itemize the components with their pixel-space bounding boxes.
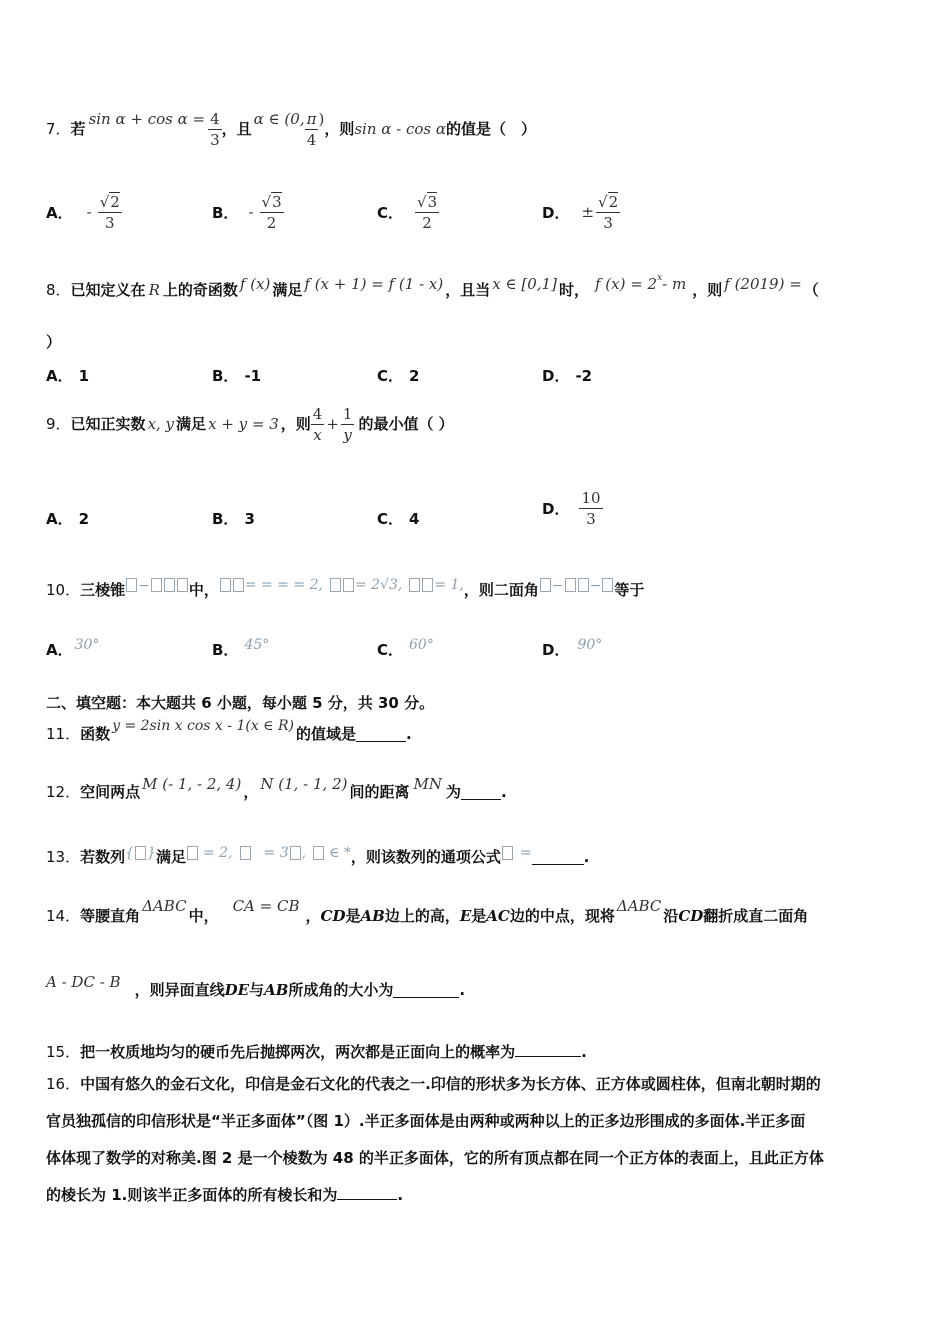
q10-option-d-label: D． [542,641,570,659]
q9-fraction-1 [311,404,325,445]
q9-text-1: 已知正实数 [70,415,146,433]
q10-equal-values: = = = = 2, [244,577,323,593]
q9-option-b-label: B． [212,510,239,528]
q16-line-4 [46,1177,906,1214]
q7-option-a[interactable] [46,186,122,238]
q14-triangle-2: ΔABC [616,897,662,915]
q13-domain-value: ∈ * [329,845,351,861]
q10-option-a-value: 30° [74,637,100,653]
q7-number: 7． [46,120,71,138]
q12-point-M: M (- 1, - 2, 4) [142,775,242,793]
q7-alpha-in: α ∈ (0, [253,110,305,128]
q9-vars: x, y [147,415,175,433]
q14-text-7: 边的中点，现将 [509,907,615,925]
q13-text-3: ，则该数列的通项公式 [350,848,501,866]
q14-text-6: 是 [471,907,487,925]
question-15 [46,1042,587,1062]
q8-option-a[interactable] [46,366,89,386]
q7-expression: sin α - cos α [354,120,447,138]
q9-option-d-num: 10 [581,488,601,507]
q15-period: . [581,1043,587,1061]
q9-option-d-label: D． [542,499,570,518]
q7-close: ) [318,110,325,128]
q14-dihedral: A - DC - B [46,973,121,991]
q7-option-a-fraction: $\frac{√2}{3}$ [99,192,120,232]
q14-triangle: ΔABC [142,897,187,915]
q10-edge-2-value: = 2√3, [354,577,403,593]
q7-option-b-radicand: 3 [272,192,282,211]
q7-option-d-sign: ± [581,203,595,221]
q8-text-1: 已知定义在 [70,281,146,299]
q10-dihedral-angle: − − [539,575,614,596]
q9-text-2: 满足 [176,415,207,433]
q11-period: . [406,725,412,743]
q12-period: . [501,783,507,801]
q9-plus: + [326,415,339,433]
q7-option-c[interactable] [377,186,439,238]
q7-option-d[interactable] [542,186,620,238]
q14-number: 14． [46,907,81,925]
q13-first-term [186,843,233,863]
q9-number: 9． [46,415,71,433]
q8-definition-2: - m [662,275,687,293]
q14-text-10: ，则异面直线 [134,981,225,999]
q14-E: E [459,907,472,925]
q12-point-N: N (1, - 1, 2) [260,775,348,793]
q10-number: 10． [46,581,81,599]
q7-pi-fraction [305,109,319,150]
q9-fraction-2 [341,404,355,445]
q8-option-b-label: B． [212,367,239,385]
q12-text-2: 间的距离 [349,783,410,801]
q8-number: 8． [46,281,71,299]
q9-option-c[interactable] [377,509,419,529]
q9-option-b-value: 3 [244,510,255,528]
q9-option-d-fraction [579,488,602,529]
question-8 [46,272,819,308]
q9-option-c-value: 4 [409,510,420,528]
question-10 [46,578,644,602]
q7-option-c-den: 2 [415,212,439,233]
q8-text-6: ，则 [692,281,723,299]
q12-text-1: 空间两点 [80,783,141,801]
q7-text-4: 的值是（ ） [446,120,537,138]
q14-text-9: 翻折成直二面角 [703,907,809,925]
q16-text-line-1: 中国有悠久的金石文化，印信是金石文化的代表之一.印信的形状多为长方体、正方体或圆柱体，但南北朝时期的 [80,1075,821,1093]
q8-option-c[interactable] [377,366,419,386]
q9-option-c-label: C． [377,510,404,528]
q10-option-b-value: 45° [244,637,270,653]
q9-option-a-value: 2 [78,510,90,528]
q7-option-c-radicand: 3 [427,192,438,211]
q14-text-8: 沿 [663,907,679,925]
q11-text-1: 函数 [80,725,111,743]
q10-pyramid-name: − [125,575,189,596]
q8-text-2: 上的奇函数 [162,281,238,299]
q7-option-b-label: B． [212,203,239,222]
q8-fx: f (x) [239,275,271,293]
q9-f2-num: 1 [342,404,353,423]
q16-text-line-2: 官员独孤信的印信形状是“半正多面体”（图 1）.半正多面体是由两种或两种以上的正多边形围成的多面体.半正多面 [46,1112,806,1130]
q7-frac-den: 3 [210,130,220,149]
q13-recurrence: = 3 , [239,843,307,863]
question-9 [46,398,454,450]
q8-open-paren: （ [803,281,819,299]
q9-option-b[interactable] [212,509,255,529]
question-16 [46,1066,906,1214]
q10-option-b[interactable] [212,637,270,661]
q11-answer-blank[interactable] [356,727,406,742]
q13-text-2: 满足 [155,848,186,866]
q8-text-3: 满足 [272,281,303,299]
q9-option-d[interactable] [542,482,603,534]
section-2-title: 二、填空题：本大题共 6 小题，每小题 5 分，共 30 分。 [46,694,435,712]
q8-option-d-value: -2 [575,367,593,385]
q13-recurrence-value: = 3 [263,845,289,861]
q7-pi: π [306,109,317,128]
q7-fraction [208,109,222,150]
q9-f1-num: 4 [312,404,323,423]
q16-line-1 [46,1066,906,1103]
q7-option-d-label: D． [542,203,570,222]
q8-option-a-label: A． [46,367,73,385]
q16-number: 16． [46,1075,81,1093]
q9-f1-den: x [311,424,325,445]
q10-option-c[interactable] [377,637,434,661]
q7-option-a-den: 3 [98,212,122,233]
q15-number: 15． [46,1043,81,1061]
q7-option-a-sign: - [86,203,92,221]
q8-condition: f (x + 1) = f (1 - x) [304,275,444,293]
q15-text: 把一枚质地均匀的硬币先后抛掷两次，两次都是正面向上的概率为 [80,1043,516,1061]
q7-text-3: ，则 [324,120,355,138]
question-7 [46,104,536,154]
q10-edge-3 [408,575,464,595]
q7-option-b[interactable] [212,186,284,238]
q14-DE: DE [224,981,250,999]
q7-four: 4 [305,129,319,150]
q14-text-1: 等腰直角 [80,907,141,925]
q13-sequence: { } [125,845,156,861]
q14-text-12: 所成角的大小为 [288,981,394,999]
q10-text-3: ，则二面角 [463,581,539,599]
q8-text-4: ，且当 [445,281,491,299]
q14-CD: CD [320,907,346,925]
q8-option-a-value: 1 [78,367,90,385]
q8-definition: f (x) = 2 [594,275,658,293]
q7-option-b-sign: - [248,203,254,221]
q9-option-a-label: A． [46,510,73,528]
q13-equals: = [519,845,532,861]
q7-option-c-label: C． [377,203,404,222]
q14-text-3: ， [305,907,321,925]
q16-text-line-4: 的棱长为 1.则该半正多面体的所有棱长和为 [46,1186,338,1204]
q7-equation: sin α + cos α = [88,110,206,128]
q10-text-4: 等于 [614,581,645,599]
q8-option-c-label: C． [377,367,404,385]
q9-option-a[interactable] [46,509,89,529]
q8-close-paren: ） [46,333,62,351]
q16-answer-blank[interactable] [337,1185,397,1200]
q12-MN: MN [413,775,442,793]
q9-option-d-den: 3 [579,508,602,529]
q13-general-term [501,843,532,863]
q11-formula: y = 2sin x cos x - 1(x ∈ R) [112,718,294,734]
q10-option-c-label: C． [377,641,404,659]
q14-AC: AC [486,907,510,925]
q12-answer-blank[interactable] [461,785,501,800]
q7-option-d-den: 3 [596,212,620,233]
q10-equal-edges [219,575,323,595]
question-14 [46,896,808,936]
q7-option-a-label: A． [46,203,73,222]
q14-text-4: 是 [345,907,361,925]
q10-option-d[interactable] [542,637,603,661]
q7-option-b-fraction: $\frac{√3}{2}$ [261,192,282,232]
q14-AB: AB [360,907,385,925]
q7-option-d-radicand: 2 [608,192,619,211]
q8-option-b[interactable] [212,366,261,386]
q8-interval: x ∈ [0,1] [492,275,557,293]
q10-edge-3-value: = 1, [434,577,464,593]
q10-edge-2 [329,575,402,595]
q7-text: 若 [70,120,86,138]
q14-text-11: 与 [249,981,265,999]
q12-comma: ， [243,783,259,801]
q10-option-c-value: 60° [409,637,434,653]
q8-text-5: 时， [558,281,589,299]
q8-exponent: x [657,273,663,283]
q7-option-b-den: 2 [260,212,284,233]
q12-text-3: 为 [445,783,461,801]
q14-period: . [459,981,466,999]
q7-frac-num: 4 [210,109,220,128]
q7-text-2: ，且 [221,120,252,138]
q11-text-2: 的值域是 [296,725,357,743]
question-11 [46,716,412,752]
q8-ask: f (2019) = [724,275,802,293]
q13-number: 13． [46,848,81,866]
q9-text-3: ，则 [280,415,311,433]
q10-option-b-label: B． [212,641,239,659]
q14-text-2: 中， [188,907,219,925]
q9-condition: x + y = 3 [208,415,279,433]
q10-option-a[interactable] [46,637,100,661]
q13-first-term-value: = 2, [202,845,233,861]
q8-option-c-value: 2 [409,367,420,385]
q7-option-d-fraction: $\frac{√2}{3}$ [598,192,619,232]
q12-number: 12． [46,783,81,801]
q13-period: . [583,848,590,866]
q10-option-a-label: A． [46,641,73,659]
q16-period: . [397,1186,404,1204]
q8-option-d[interactable] [542,366,592,386]
q15-answer-blank[interactable] [515,1042,581,1057]
q8-option-d-label: D． [542,367,570,385]
q11-number: 11． [46,725,81,743]
q13-text-1: 若数列 [80,848,126,866]
question-13 [46,842,589,872]
q10-text-2: 中， [188,581,219,599]
q9-text-4: 的最小值（ ） [358,415,454,433]
q7-option-c-fraction: $\frac{√3}{2}$ [417,192,438,232]
q16-text-line-3: 体体现了数学的对称美.图 2 是一个棱数为 48 的半正多面体，它的所有顶点都在同一个正方体的表面上，且此正方体 [46,1149,824,1167]
q13-domain [312,843,351,863]
q10-text-1: 三棱锥 [80,581,126,599]
q14-text-5: 边上的高， [384,907,460,925]
q14-AB-2: AB [264,981,289,999]
q7-option-a-radicand: 2 [110,192,120,211]
q10-option-d-value: 90° [577,637,603,653]
q8-R: R [148,281,160,299]
q14-equation: CA = CB [232,897,300,915]
q14-CD-2: CD [678,907,704,925]
q13-answer-blank[interactable] [532,850,584,865]
question-14-line-2 [46,972,465,1008]
question-12 [46,774,507,810]
q14-answer-blank[interactable] [393,983,459,998]
q9-f2-den: y [341,424,355,445]
q8-option-b-value: -1 [244,367,262,385]
